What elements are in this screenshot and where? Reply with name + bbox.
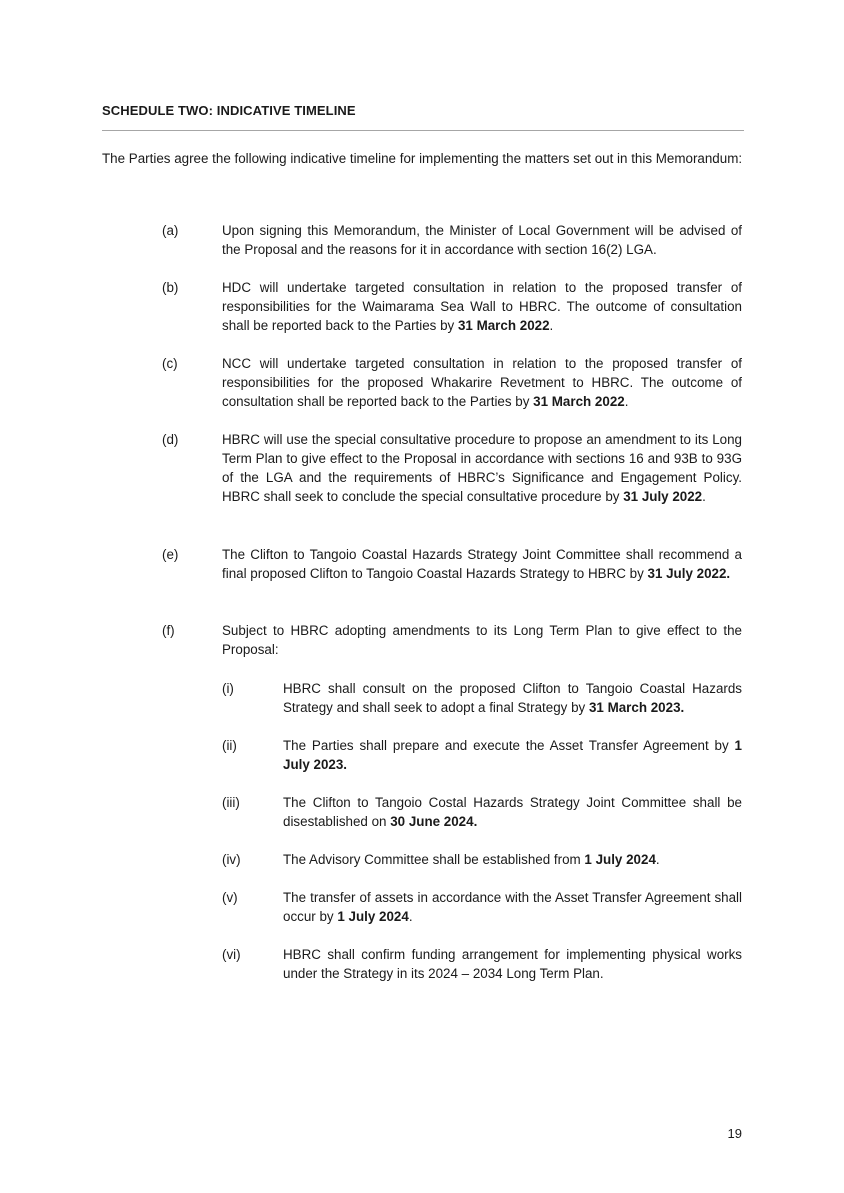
deadline-date: 31 July 2022. [647,566,731,581]
item-text: The Clifton to Tangoio Coastal Hazards Strategy Joint Committee shall recommend a final proposed Clifton to Tangoio Coastal Hazards Strategy to HBRC by 31 July 2022. [222,547,742,581]
subitem-text: The transfer of assets in accordance with the Asset Transfer Agreement shall occur by 1 July 2024. [283,890,742,924]
item-text: HBRC will use the special consultative procedure to propose an amendment to its Long Term Plan to give effect to the Proposal in accordance with sections 16 and 93B to 93G of the LGA and the requirements of HBRC’s Significance and Engagement Policy. HBRC shall seek to conclude the special consultative procedure by 31 July 2022. [222,432,742,504]
item-label: (c) [162,356,178,371]
subitem-label: (ii) [222,738,237,753]
subitem-text: The Advisory Committee shall be established from 1 July 2024. [283,852,660,867]
schedule-heading: SCHEDULE TWO: INDICATIVE TIMELINE [102,103,356,118]
subitem-label: (iii) [222,795,240,810]
heading-divider [102,130,744,131]
deadline-date: 1 July 2024 [337,909,409,924]
subitem-text: The Clifton to Tangoio Costal Hazards Strategy Joint Committee shall be disestablished on 30 June 2024. [283,795,742,829]
item-label: (e) [162,547,179,562]
page-number: 19 [727,1126,742,1141]
item-text: Upon signing this Memorandum, the Minister of Local Government will be advised of the Proposal and the reasons for it in accordance with section 16(2) LGA. [222,223,742,257]
subitem-label: (i) [222,681,234,696]
subitem-label: (v) [222,890,238,905]
subitem-label: (vi) [222,947,241,962]
deadline-date: 31 July 2022 [623,489,703,504]
deadline-date: 1 July 2023. [283,738,742,772]
subitem-text: The Parties shall prepare and execute the Asset Transfer Agreement by 1 July 2023. [283,738,742,772]
item-text: Subject to HBRC adopting amendments to its Long Term Plan to give effect to the Proposal: [222,623,742,657]
item-label: (f) [162,623,175,638]
item-label: (d) [162,432,179,447]
item-label: (b) [162,280,179,295]
item-text: NCC will undertake targeted consultation in relation to the proposed transfer of responsibilities for the proposed Whakarire Revetment to HBRC. The outcome of consultation shall be reported back to the Parties by 31 March 2022. [222,356,742,409]
intro-paragraph: The Parties agree the following indicative timeline for implementing the matters set out in this Memorandum: [102,151,743,166]
subitem-label: (iv) [222,852,241,867]
deadline-date: 31 March 2022 [457,318,550,333]
deadline-date: 31 March 2023. [588,700,685,715]
deadline-date: 1 July 2024 [584,852,656,867]
deadline-date: 31 March 2022 [533,394,625,409]
item-label: (a) [162,223,179,238]
deadline-date: 30 June 2024. [390,814,478,829]
subitem-text: HBRC shall consult on the proposed Clifton to Tangoio Coastal Hazards Strategy and shall seek to adopt a final Strategy by 31 March 2023. [283,681,742,715]
item-text: HDC will undertake targeted consultation in relation to the proposed transfer of responsibilities for the Waimarama Sea Wall to HBRC. The outcome of consultation shall be reported back to the Parties by 31 March 2022. [222,280,742,333]
subitem-text: HBRC shall confirm funding arrangement for implementing physical works under the Strategy in its 2024 – 2034 Long Term Plan. [283,947,742,981]
